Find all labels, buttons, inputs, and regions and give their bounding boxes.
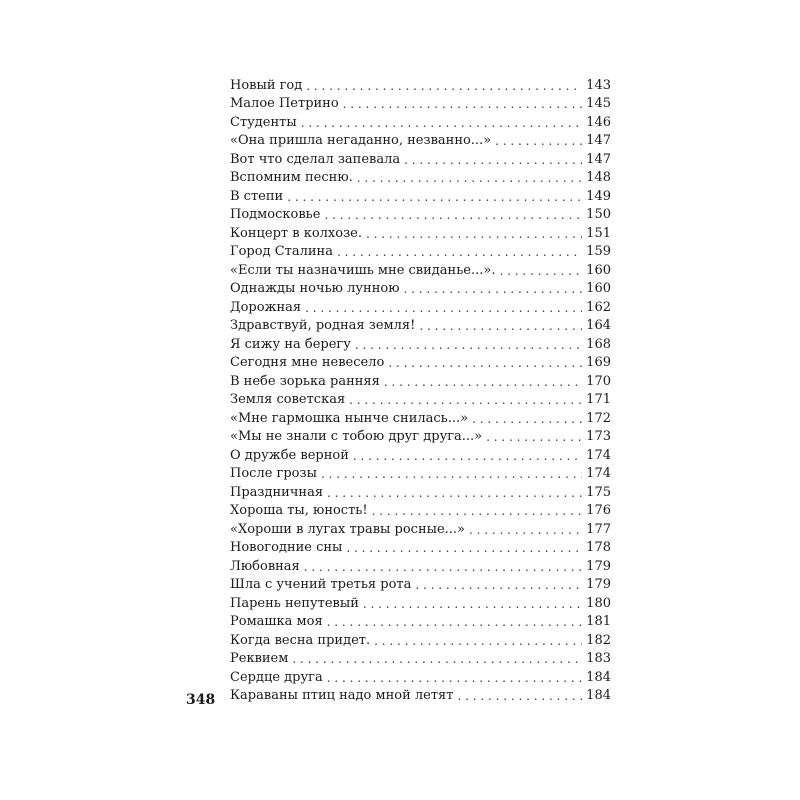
toc-entry[interactable] (230, 149, 611, 168)
toc-entry-title: «Если ты назначишь мне свиданье...». (230, 262, 496, 278)
toc-entry-title: Новогодние сны (230, 540, 343, 555)
dot-leader (305, 300, 582, 316)
toc-entry-title: Малое Петрино (230, 96, 339, 111)
toc-entry-page: 174 (586, 447, 611, 463)
toc-entry-title: Когда весна придет. (230, 632, 371, 648)
dot-leader (301, 115, 582, 131)
toc-entry-title: Вот что сделал запевала (230, 151, 401, 167)
toc-entry-page: 182 (586, 632, 611, 648)
toc-entry-page: 183 (586, 651, 611, 666)
toc-entry[interactable] (230, 131, 611, 150)
dot-leader (404, 281, 583, 297)
toc-entry[interactable] (230, 519, 611, 538)
dot-leader (374, 633, 582, 649)
toc-entry[interactable] (230, 279, 611, 298)
toc-entry-title: Праздничная (230, 484, 324, 500)
toc-entry-title: Подмосковье (230, 207, 321, 222)
toc-entry[interactable] (230, 168, 611, 187)
toc-entry-page: 147 (586, 151, 611, 167)
toc-entry-title: Хороша ты, юность! (230, 503, 368, 518)
toc-entry[interactable] (230, 464, 611, 483)
dot-leader (321, 466, 582, 482)
toc-entry[interactable] (230, 371, 611, 390)
dot-leader (327, 614, 583, 630)
toc-entry-title: Город Сталина (230, 244, 333, 259)
dot-leader (499, 263, 582, 279)
dot-leader (357, 170, 582, 186)
toc-entry[interactable] (230, 538, 611, 557)
toc-entry-page: 162 (586, 299, 611, 315)
toc-entry[interactable] (230, 112, 611, 131)
dot-leader (292, 651, 582, 667)
table-of-contents (230, 75, 611, 704)
dot-leader (388, 355, 582, 371)
toc-entry-title: Ромашка моя (230, 614, 323, 629)
toc-entry-page: 172 (586, 410, 611, 426)
toc-entry-page: 148 (586, 170, 611, 185)
toc-entry-page: 180 (586, 595, 611, 611)
toc-entry[interactable] (230, 186, 611, 205)
toc-entry-page: 184 (586, 669, 611, 685)
dot-leader (486, 429, 582, 445)
toc-entry-page: 160 (586, 281, 611, 296)
toc-entry[interactable] (230, 205, 611, 224)
toc-entry-title: Студенты (230, 114, 297, 130)
toc-entry-page: 169 (586, 355, 611, 370)
toc-entry-title: Сегодня мне невесело (230, 355, 385, 370)
toc-entry-page: 177 (586, 521, 611, 537)
toc-entry[interactable] (230, 593, 611, 612)
toc-entry-title: Реквием (230, 651, 289, 666)
toc-entry-page: 181 (586, 614, 611, 629)
toc-entry-page: 179 (586, 558, 611, 574)
toc-entry-title: После грозы (230, 466, 317, 481)
toc-entry[interactable] (230, 75, 611, 94)
toc-entry-title: О дружбе верной (230, 447, 349, 463)
toc-entry-title: Любовная (230, 558, 300, 574)
dot-leader (372, 503, 583, 519)
toc-entry-page: 160 (586, 262, 611, 278)
toc-entry-page: 176 (586, 503, 611, 518)
toc-entry[interactable] (230, 408, 611, 427)
toc-entry[interactable] (230, 353, 611, 372)
dot-leader (419, 318, 582, 334)
toc-entry-title: «Она пришла негаданно, незванно...» (230, 133, 492, 148)
toc-entry[interactable] (230, 316, 611, 335)
toc-entry-page: 175 (586, 484, 611, 500)
dot-leader (324, 207, 582, 223)
toc-entry-page: 178 (586, 540, 611, 555)
dot-leader (472, 411, 582, 427)
toc-entry-page: 164 (586, 318, 611, 333)
dot-leader (343, 96, 583, 112)
toc-entry-title: Земля советская (230, 392, 346, 407)
toc-entry-title: «Мы не знали с тобою друг друга...» (230, 429, 483, 444)
toc-entry-page: 184 (586, 688, 611, 703)
toc-entry-title: Караваны птиц надо мной летят (230, 688, 454, 703)
toc-entry-title: Концерт в колхозе. (230, 225, 362, 241)
toc-entry-title: «Мне гармошка нынче снилась...» (230, 410, 469, 426)
toc-entry-page: 146 (586, 114, 611, 130)
dot-leader (404, 152, 582, 168)
dot-leader (355, 337, 582, 353)
toc-entry[interactable] (230, 260, 611, 279)
toc-entry-page: 174 (586, 466, 611, 481)
toc-entry[interactable] (230, 667, 611, 686)
toc-entry-page: 171 (586, 392, 611, 407)
toc-entry[interactable] (230, 242, 611, 261)
toc-entry[interactable] (230, 94, 611, 113)
toc-entry-title: Однажды ночью лунною (230, 281, 400, 296)
dot-leader (346, 540, 582, 556)
toc-entry-title: Новый год (230, 77, 303, 93)
toc-entry[interactable] (230, 686, 611, 705)
dot-leader (415, 577, 582, 593)
toc-entry[interactable] (230, 445, 611, 464)
toc-entry-page: 147 (586, 133, 611, 148)
toc-entry-title: Вспомним песню. (230, 170, 353, 185)
toc-entry[interactable] (230, 649, 611, 668)
dot-leader (287, 189, 582, 205)
toc-entry-page: 173 (586, 429, 611, 444)
dot-leader (337, 244, 582, 260)
toc-entry-title: «Хороши в лугах травы росные...» (230, 521, 465, 537)
toc-entry-page: 151 (586, 225, 611, 241)
dot-leader (469, 522, 582, 538)
dot-leader (366, 226, 582, 242)
toc-entry-page: 170 (586, 373, 611, 389)
toc-entry[interactable] (230, 482, 611, 501)
dot-leader (327, 670, 582, 686)
toc-entry-title: Я сижу на берегу (230, 336, 351, 352)
toc-entry-title: В степи (230, 188, 284, 204)
toc-entry[interactable] (230, 223, 611, 242)
toc-entry-page: 145 (586, 96, 611, 111)
dot-leader (306, 78, 582, 94)
toc-entry-title: Сердце друга (230, 669, 323, 685)
toc-entry-title: Шла с учений третья рота (230, 577, 412, 592)
toc-entry-page: 150 (586, 207, 611, 222)
page-number: 348 (186, 692, 216, 708)
dot-leader (457, 688, 582, 704)
toc-entry-title: В небе зорька ранняя (230, 373, 380, 389)
toc-entry[interactable] (230, 297, 611, 316)
dot-leader (353, 448, 582, 464)
toc-entry[interactable] (230, 427, 611, 446)
toc-entry[interactable] (230, 612, 611, 631)
toc-entry-page: 149 (586, 188, 611, 204)
toc-entry[interactable] (230, 334, 611, 353)
dot-leader (495, 133, 582, 149)
dot-leader (349, 392, 582, 408)
toc-entry-title: Здравствуй, родная земля! (230, 318, 416, 333)
toc-entry-page: 159 (586, 244, 611, 259)
toc-entry-title: Дорожная (230, 299, 302, 315)
toc-entry[interactable] (230, 390, 611, 409)
toc-entry-page: 168 (586, 336, 611, 352)
dot-leader (327, 485, 582, 501)
dot-leader (304, 559, 582, 575)
dot-leader (363, 596, 582, 612)
toc-entry-title: Парень непутевый (230, 595, 359, 611)
toc-entry[interactable] (230, 630, 611, 649)
toc-entry[interactable] (230, 501, 611, 520)
toc-entry[interactable] (230, 556, 611, 575)
toc-entry-page: 179 (586, 577, 611, 592)
toc-entry-page: 143 (586, 77, 611, 93)
toc-entry[interactable] (230, 575, 611, 594)
dot-leader (384, 374, 582, 390)
